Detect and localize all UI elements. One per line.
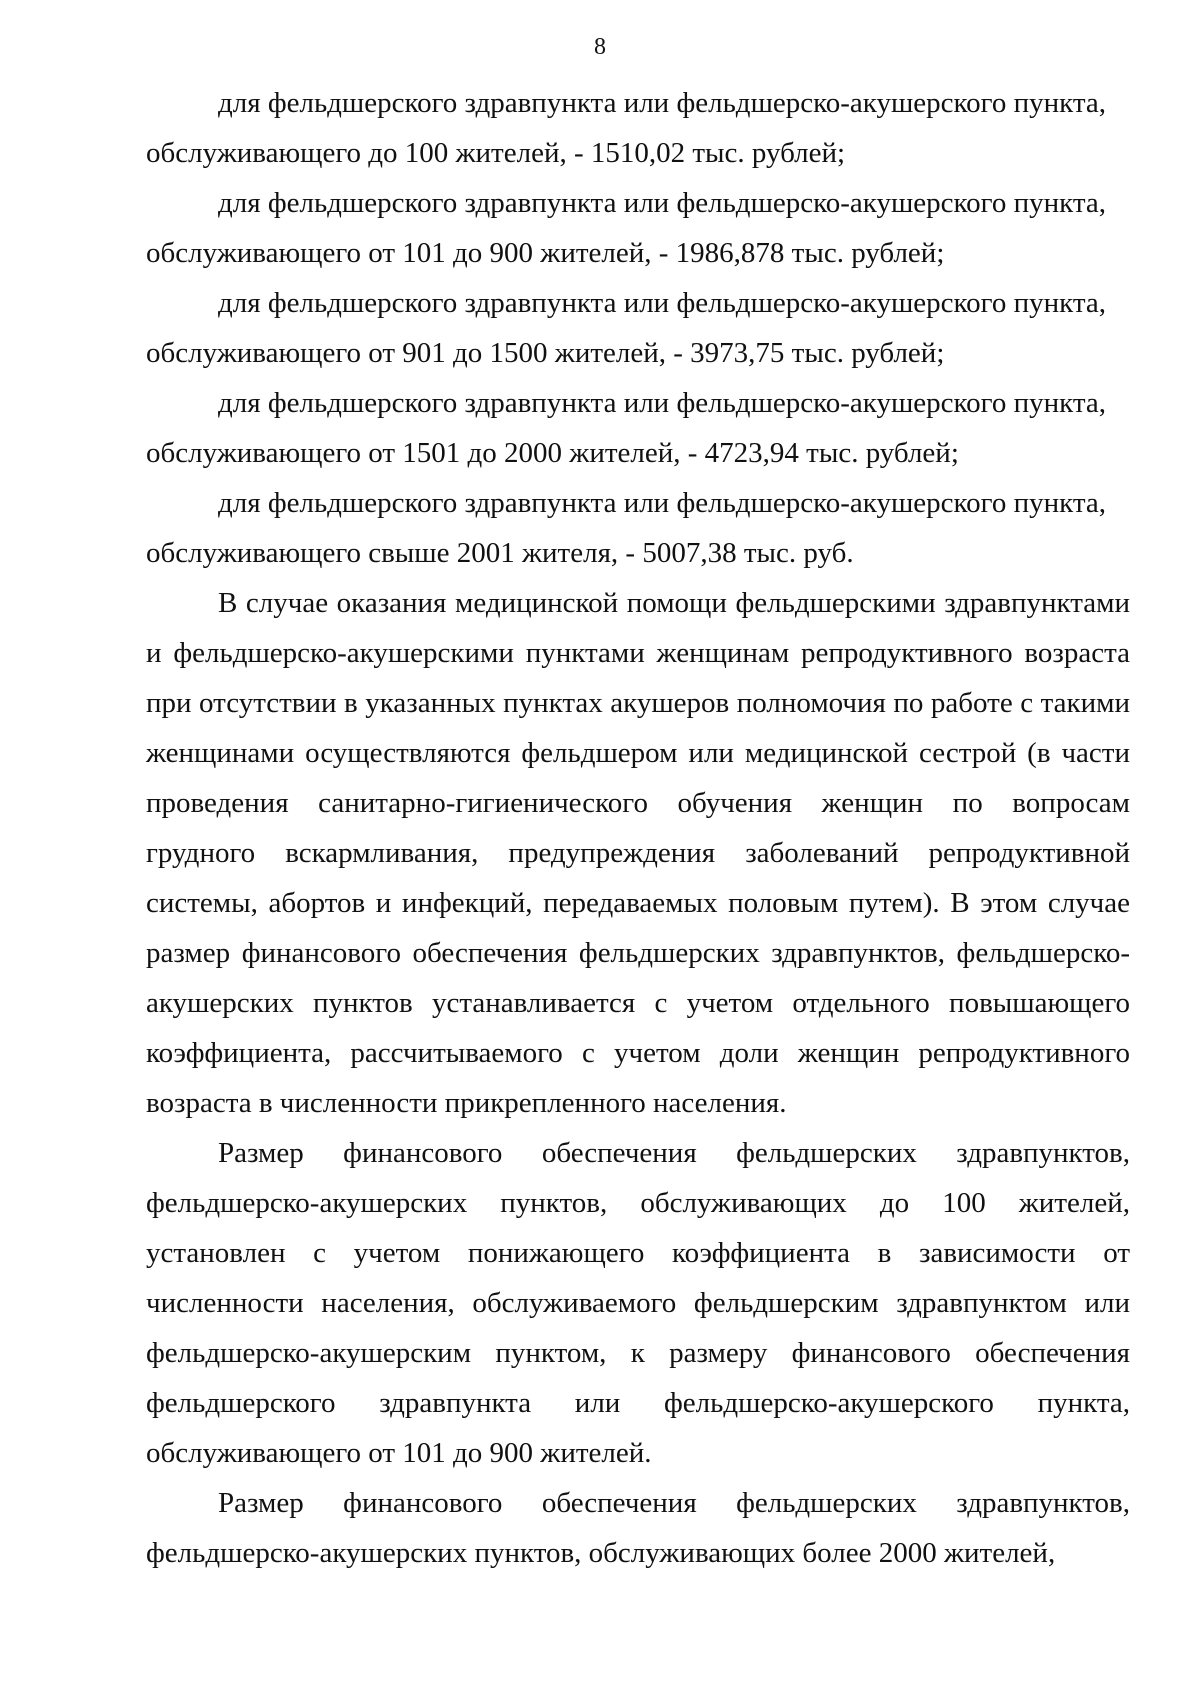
tariff-item-up-to-100: для фельдшерского здравпункта или фельдшерско-акушерского пункта, обслуживающего до 100 жителей, - 1510,02 тыс. рублей; <box>146 87 1106 169</box>
paragraph-reducing-coefficient: Размер финансового обеспечения фельдшерских здравпунктов, фельдшерско-акушерских пунктов, обслуживающих до 100 жителей, установлен с учетом понижающего коэффициента в зависимости от численности населения, обслуживаемого фельдшерским здравпунктом или фельдшерско-акушерским пунктом, к размеру финансового обеспечения фельдшерского здравпункта или фельдшерско-акушерского пункта, обслуживающего от 101 до 900 жителей. <box>146 1137 1130 1469</box>
document-body <box>146 78 1130 1578</box>
tariff-item-101-900: для фельдшерского здравпункта или фельдшерско-акушерского пункта, обслуживающего от 101 до 900 жителей, - 1986,878 тыс. рублей; <box>146 187 1106 269</box>
tariff-item-901-1500: для фельдшерского здравпункта или фельдшерско-акушерского пункта, обслуживающего от 901 до 1500 жителей, - 3973,75 тыс. рублей; <box>146 287 1106 369</box>
paragraph-reproductive-age-women: В случае оказания медицинской помощи фельдшерскими здравпунктами и фельдшерско-акушерскими пунктами женщинам репродуктивного возраста при отсутствии в указанных пунктах акушеров полномочия по работе с такими женщинами осуществляются фельдшером или медицинской сестрой (в части проведения санитарно-гигиенического обучения женщин по вопросам грудного вскармливания, предупреждения заболеваний репродуктивной системы, абортов и инфекций, передаваемых половым путем). В этом случае размер финансового обеспечения фельдшерских здравпунктов, фельдшерско-акушерских пунктов устанавливается с учетом отдельного повышающего коэффициента, рассчитываемого с учетом доли женщин репродуктивного возраста в численности прикрепленного населения. <box>146 587 1130 1119</box>
tariff-item-over-2001: для фельдшерского здравпункта или фельдшерско-акушерского пункта, обслуживающего свыше 2001 жителя, - 5007,38 тыс. руб. <box>146 487 1106 569</box>
paragraph-over-2000-residents: Размер финансового обеспечения фельдшерских здравпунктов, фельдшерско-акушерских пунктов, обслуживающих более 2000 жителей, <box>146 1487 1130 1569</box>
page-number: 8 <box>594 34 606 60</box>
tariff-item-1501-2000: для фельдшерского здравпункта или фельдшерско-акушерского пункта, обслуживающего от 1501 до 2000 жителей, - 4723,94 тыс. рублей; <box>146 387 1106 469</box>
